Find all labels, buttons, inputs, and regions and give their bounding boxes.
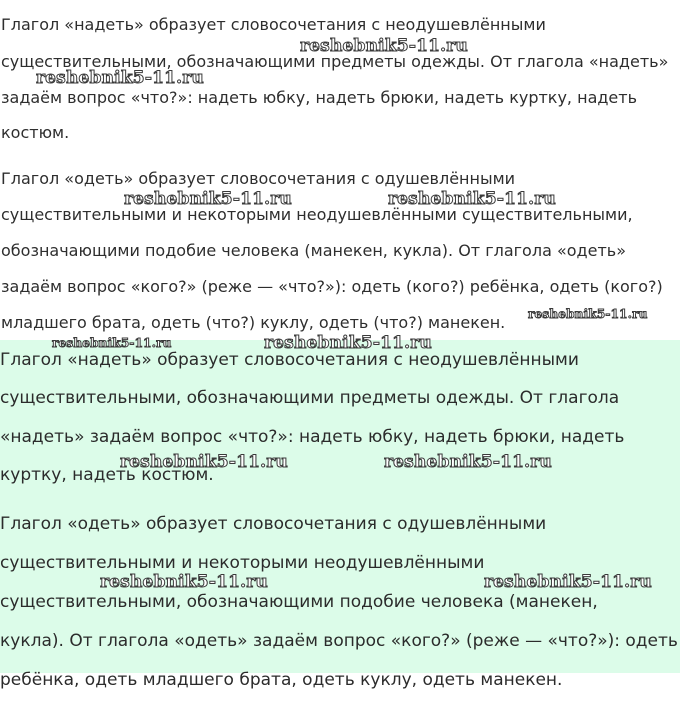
text-line: костюм.	[1, 123, 70, 142]
highlighted-text-line: «надеть» задаём вопрос «что?»: надеть юбку, надеть брюки, надеть	[0, 427, 625, 447]
text-line: задаём вопрос «что?»: надеть юбку, надеть брюки, надеть куртку, надеть	[1, 88, 638, 107]
watermark: reshebnik5-11.ru	[528, 307, 648, 321]
watermark: reshebnik5-11.ru	[384, 452, 552, 472]
text-line: существительными, обозначающими предметы одежды. От глагола «надеть»	[1, 52, 669, 71]
highlighted-text-line: существительными, обозначающими предметы одежды. От глагола	[0, 388, 620, 408]
text-line: обозначающими подобие человека (манекен, кукла). От глагола «одеть»	[1, 241, 626, 260]
watermark: reshebnik5-11.ru	[300, 36, 468, 56]
watermark: reshebnik5-11.ru	[52, 336, 172, 350]
text-line: задаём вопрос «кого?» (реже — «что?»): одеть (кого?) ребёнка, одеть (кого?)	[1, 277, 663, 296]
watermark: reshebnik5-11.ru	[264, 333, 432, 353]
watermark: reshebnik5-11.ru	[484, 572, 652, 592]
highlighted-text-line: куртку, надеть костюм.	[0, 465, 214, 485]
text-line: Глагол «одеть» образует словосочетания с одушевлёнными	[1, 169, 516, 188]
text-line: Глагол «надеть» образует словосочетания с неодушевлёнными	[1, 15, 546, 34]
highlighted-text-line: существительными и некоторыми неодушевлёнными	[0, 553, 485, 573]
highlighted-text-block	[0, 340, 680, 690]
highlighted-text-line: Глагол «одеть» образует словосочетания с одушевлёнными	[0, 514, 547, 534]
watermark: reshebnik5-11.ru	[120, 452, 288, 472]
watermark: reshebnik5-11.ru	[36, 68, 204, 88]
text-line: младшего брата, одеть (что?) куклу, одеть (что?) манекен.	[1, 313, 506, 332]
watermark: reshebnik5-11.ru	[100, 572, 268, 592]
highlighted-text-line: кукла). От глагола «одеть» задаём вопрос «кого?» (реже — «что?»): одеть	[0, 631, 678, 651]
watermark: reshebnik5-11.ru	[388, 189, 556, 209]
watermark: reshebnik5-11.ru	[124, 189, 292, 209]
highlighted-text-line: существительными, обозначающими подобие человека (манекен,	[0, 592, 598, 612]
highlighted-text-line: Глагол «надеть» образует словосочетания с неодушевлёнными	[0, 350, 579, 370]
text-line: существительными и некоторыми неодушевлёнными существительными,	[1, 205, 633, 224]
highlighted-text-line: ребёнка, одеть младшего брата, одеть куклу, одеть манекен.	[0, 670, 563, 690]
